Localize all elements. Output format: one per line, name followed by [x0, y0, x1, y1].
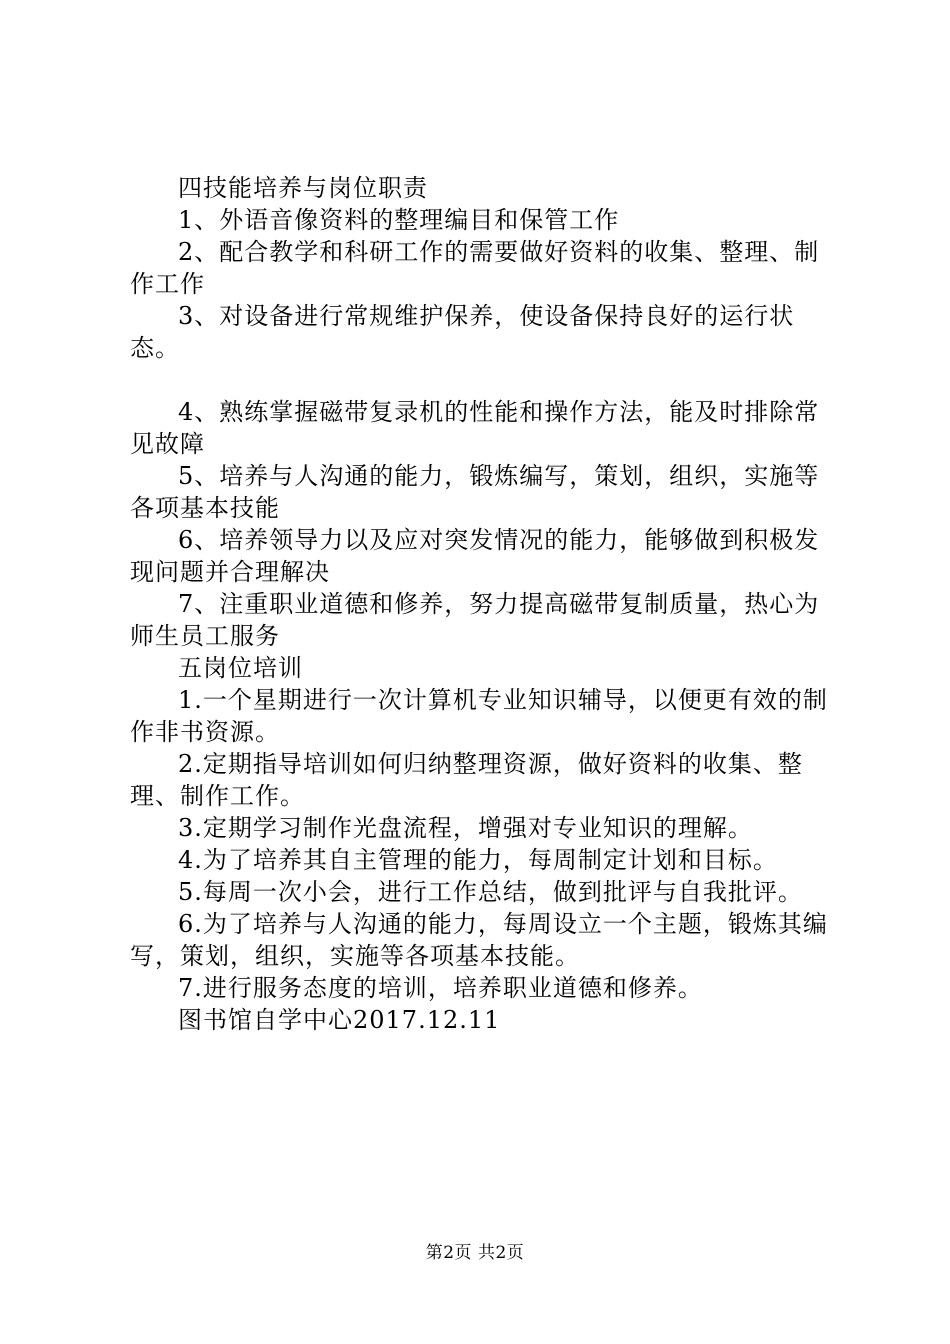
- paragraph-training-1: 1.一个星期进行一次计算机专业知识辅导，以便更有效的制作非书资源。: [130, 686, 828, 746]
- paragraph-duty-3: 3、对设备进行常规维护保养，使设备保持良好的运行状态。: [130, 302, 795, 362]
- document-body: [130, 172, 842, 1036]
- page-number-footer: 第2页 共2页: [425, 1243, 525, 1263]
- section-heading-training: 五岗位培训: [178, 654, 303, 682]
- section-heading-skills: 四技能培养与岗位职责: [178, 174, 428, 202]
- paragraph-duty-6: 6、培养领导力以及应对突发情况的能力，能够做到积极发现问题并合理解决: [130, 526, 820, 586]
- paragraph-duty-4: 4、熟练掌握磁带复录机的性能和操作方法，能及时排除常见故障: [130, 398, 820, 458]
- paragraph-duty-5: 5、培养与人沟通的能力，锻炼编写，策划，组织，实施等各项基本技能: [130, 462, 820, 522]
- paragraph-duty-7: 7、注重职业道德和修养，努力提高磁带复制质量，热心为师生员工服务: [130, 590, 820, 650]
- paragraph-training-2: 2.定期指导培训如何归纳整理资源，做好资料的收集、整理、制作工作。: [130, 750, 803, 810]
- paragraph-training-3: 3.定期学习制作光盘流程，增强对专业知识的理解。: [178, 814, 753, 842]
- paragraph-training-6: 6.为了培养与人沟通的能力，每周设立一个主题，锻炼其编写，策划，组织，实施等各项基本技能。: [130, 910, 828, 970]
- paragraph-training-5: 5.每周一次小会，进行工作总结，做到批评与自我批评。: [178, 878, 803, 906]
- paragraph-duty-1: 1、外语音像资料的整理编目和保管工作: [178, 206, 620, 234]
- signature-line: 图书馆自学中心2017.12.11: [178, 1006, 501, 1034]
- paragraph-training-7: 7.进行服务态度的培训，培养职业道德和修养。: [178, 974, 703, 1002]
- paragraph-training-4: 4.为了培养其自主管理的能力，每周制定计划和目标。: [178, 846, 778, 874]
- paragraph-duty-2: 2、配合教学和科研工作的需要做好资料的收集、整理、制作工作: [130, 238, 820, 298]
